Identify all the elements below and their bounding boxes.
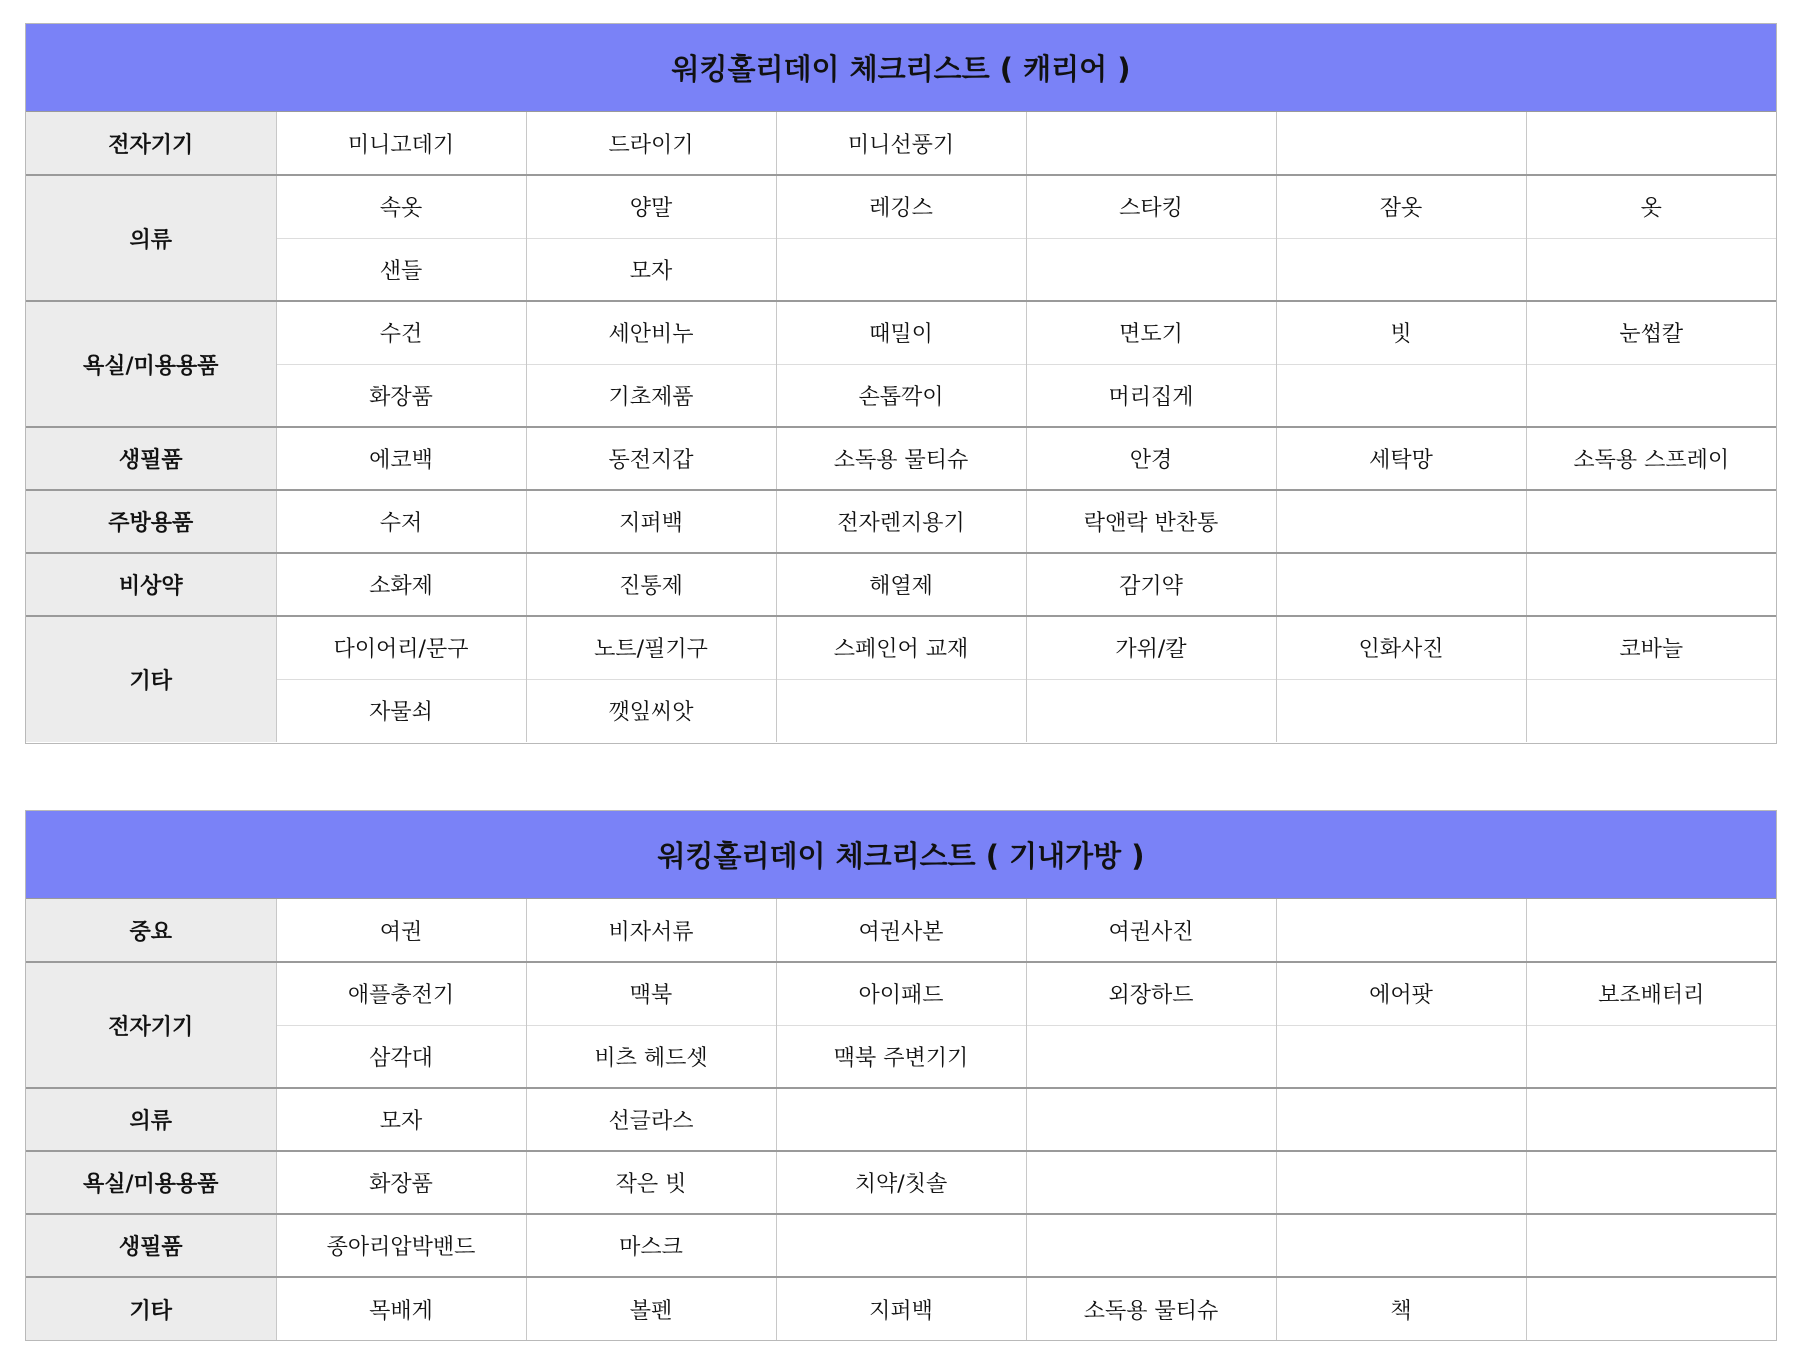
checklist-item: 안경 — [1026, 427, 1276, 490]
checklist-item: 비츠 헤드셋 — [526, 1025, 776, 1088]
checklist-item: 종아리압박밴드 — [276, 1214, 526, 1277]
checklist-item: 지퍼백 — [776, 1277, 1026, 1340]
checklist-item: 에어팟 — [1276, 962, 1526, 1025]
checklist-item: 목배게 — [276, 1277, 526, 1340]
checklist-item — [1526, 1214, 1776, 1277]
table-row — [26, 112, 1776, 175]
checklist-item — [776, 1088, 1026, 1151]
table-row — [26, 175, 1776, 238]
checklist-item: 감기약 — [1026, 553, 1276, 616]
checklist-item: 기초제품 — [526, 364, 776, 427]
checklist-item: 레깅스 — [776, 175, 1026, 238]
table-row — [26, 899, 1776, 962]
checklist-item: 아이패드 — [776, 962, 1026, 1025]
checklist-table — [26, 899, 1776, 1340]
checklist-item: 옷 — [1526, 175, 1776, 238]
checklist-item: 세탁망 — [1276, 427, 1526, 490]
checklist-item: 소독용 스프레이 — [1526, 427, 1776, 490]
checklist-item: 소독용 물티슈 — [776, 427, 1026, 490]
checklist-item: 여권사본 — [776, 899, 1026, 962]
checklist-item: 때밀이 — [776, 301, 1026, 364]
checklist-item — [1276, 679, 1526, 742]
checklist-item: 노트/필기구 — [526, 616, 776, 679]
table-row — [26, 301, 1776, 364]
checklist-item: 빗 — [1276, 301, 1526, 364]
checklist-item — [1026, 1151, 1276, 1214]
checklist-item: 수저 — [276, 490, 526, 553]
table-row — [26, 553, 1776, 616]
category-label: 의류 — [26, 1088, 276, 1151]
category-label: 중요 — [26, 899, 276, 962]
checklist-item: 소화제 — [276, 553, 526, 616]
table-row — [26, 1214, 1776, 1277]
checklist-item — [1526, 1151, 1776, 1214]
checklist-item — [1276, 112, 1526, 175]
checklist-item: 삼각대 — [276, 1025, 526, 1088]
checklist-item: 속옷 — [276, 175, 526, 238]
checklist-item: 에코백 — [276, 427, 526, 490]
checklist-item: 인화사진 — [1276, 616, 1526, 679]
table-row — [26, 490, 1776, 553]
checklist-item: 맥북 — [526, 962, 776, 1025]
table-row — [26, 1151, 1776, 1214]
category-label: 욕실/미용용품 — [26, 1151, 276, 1214]
checklist-item — [1526, 364, 1776, 427]
checklist-item: 코바늘 — [1526, 616, 1776, 679]
category-label: 전자기기 — [26, 112, 276, 175]
checklist-item: 화장품 — [276, 1151, 526, 1214]
checklist-item: 자물쇠 — [276, 679, 526, 742]
table-row — [26, 1088, 1776, 1151]
checklist-item: 해열제 — [776, 553, 1026, 616]
checklist-item — [1526, 899, 1776, 962]
checklist-item — [1276, 899, 1526, 962]
checklist-item — [1526, 553, 1776, 616]
category-label: 비상약 — [26, 553, 276, 616]
checklist-item: 보조배터리 — [1526, 962, 1776, 1025]
checklist-item: 볼펜 — [526, 1277, 776, 1340]
checklist-item: 미니선풍기 — [776, 112, 1026, 175]
checklist-item — [1526, 679, 1776, 742]
checklist-item: 세안비누 — [526, 301, 776, 364]
checklist-item — [776, 679, 1026, 742]
checklist-item: 책 — [1276, 1277, 1526, 1340]
category-label: 기타 — [26, 1277, 276, 1340]
category-label: 생필품 — [26, 1214, 276, 1277]
checklist-item: 모자 — [276, 1088, 526, 1151]
table-row — [26, 1277, 1776, 1340]
checklist-item: 다이어리/문구 — [276, 616, 526, 679]
checklist-item — [1276, 1214, 1526, 1277]
checklist-item — [1276, 1025, 1526, 1088]
checklist-cabin-bag — [25, 810, 1777, 1341]
checklist-item — [1276, 1088, 1526, 1151]
table-row — [26, 427, 1776, 490]
checklist-item: 애플충전기 — [276, 962, 526, 1025]
table-row — [26, 962, 1776, 1025]
checklist-item: 치약/칫솔 — [776, 1151, 1026, 1214]
checklist-item: 면도기 — [1026, 301, 1276, 364]
checklist-item — [1526, 238, 1776, 301]
checklist-item: 선글라스 — [526, 1088, 776, 1151]
checklist-item: 락앤락 반찬통 — [1026, 490, 1276, 553]
checklist-item — [1276, 1151, 1526, 1214]
checklist-item: 가위/칼 — [1026, 616, 1276, 679]
table-row — [26, 364, 1776, 427]
table-row — [26, 238, 1776, 301]
category-label: 주방용품 — [26, 490, 276, 553]
checklist-title: 워킹홀리데이 체크리스트 ( 기내가방 ) — [26, 811, 1776, 899]
category-label: 생필품 — [26, 427, 276, 490]
checklist-item: 지퍼백 — [526, 490, 776, 553]
checklist-item: 손톱깍이 — [776, 364, 1026, 427]
checklist-item: 여권 — [276, 899, 526, 962]
checklist-item — [1526, 490, 1776, 553]
checklist-item — [1026, 679, 1276, 742]
checklist-item: 스타킹 — [1026, 175, 1276, 238]
checklist-item — [776, 238, 1026, 301]
checklist-item: 맥북 주변기기 — [776, 1025, 1026, 1088]
checklist-item: 눈썹칼 — [1526, 301, 1776, 364]
checklist-item: 여권사진 — [1026, 899, 1276, 962]
checklist-item: 드라이기 — [526, 112, 776, 175]
checklist-carrier — [25, 23, 1777, 744]
checklist-item — [1026, 1088, 1276, 1151]
checklist-item: 미니고데기 — [276, 112, 526, 175]
checklist-item — [1276, 490, 1526, 553]
checklist-item: 전자렌지용기 — [776, 490, 1026, 553]
category-label: 기타 — [26, 616, 276, 742]
category-label: 전자기기 — [26, 962, 276, 1088]
table-row — [26, 679, 1776, 742]
checklist-title: 워킹홀리데이 체크리스트 ( 캐리어 ) — [26, 24, 1776, 112]
category-label: 욕실/미용용품 — [26, 301, 276, 427]
checklist-item — [1526, 1277, 1776, 1340]
checklist-item — [1026, 112, 1276, 175]
checklist-item: 외장하드 — [1026, 962, 1276, 1025]
checklist-item — [1276, 238, 1526, 301]
checklist-item — [1526, 1088, 1776, 1151]
checklist-item: 머리집게 — [1026, 364, 1276, 427]
checklist-item: 진통제 — [526, 553, 776, 616]
checklist-table — [26, 112, 1776, 742]
checklist-item: 비자서류 — [526, 899, 776, 962]
checklist-item: 스페인어 교재 — [776, 616, 1026, 679]
checklist-item: 마스크 — [526, 1214, 776, 1277]
checklist-item — [776, 1214, 1026, 1277]
checklist-item: 동전지갑 — [526, 427, 776, 490]
checklist-item: 깻잎씨앗 — [526, 679, 776, 742]
checklist-item — [1276, 553, 1526, 616]
checklist-item — [1026, 1025, 1276, 1088]
checklist-item: 수건 — [276, 301, 526, 364]
checklist-item — [1526, 1025, 1776, 1088]
checklist-item: 화장품 — [276, 364, 526, 427]
checklist-item: 작은 빗 — [526, 1151, 776, 1214]
checklist-item: 잠옷 — [1276, 175, 1526, 238]
checklist-item — [1026, 1214, 1276, 1277]
checklist-item: 모자 — [526, 238, 776, 301]
checklist-item: 소독용 물티슈 — [1026, 1277, 1276, 1340]
category-label: 의류 — [26, 175, 276, 301]
table-row — [26, 1025, 1776, 1088]
checklist-item: 양말 — [526, 175, 776, 238]
table-row — [26, 616, 1776, 679]
checklist-item: 샌들 — [276, 238, 526, 301]
checklist-item — [1026, 238, 1276, 301]
checklist-item — [1276, 364, 1526, 427]
checklist-item — [1526, 112, 1776, 175]
